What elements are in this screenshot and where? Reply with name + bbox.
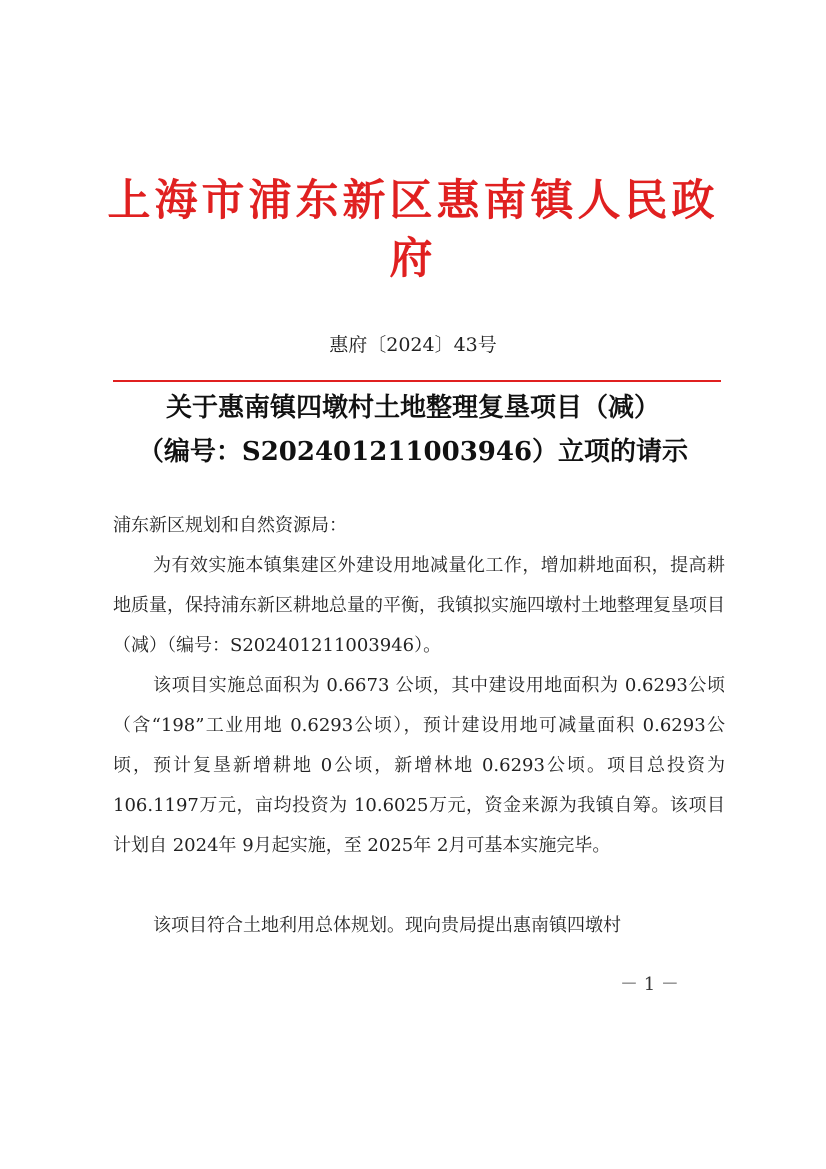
- body-paragraph: 为有效实施本镇集建区外建设用地减量化工作，增加耕地面积，提高耕地质量，保持浦东新区耕地总量的平衡，我镇拟实施四墩村土地整理复垦项目（减）（编号：S202401211003946）。: [113, 555, 725, 656]
- body-paragraph: 该项目符合土地利用总体规划。现向贵局提出惠南镇四墩村: [153, 915, 621, 936]
- page-number: － 1 －: [620, 974, 679, 995]
- addressee: 浦东新区规划和自然资源局：: [113, 515, 347, 536]
- issuing-authority-header: 上海市浦东新区惠南镇人民政府: [107, 176, 719, 284]
- body-paragraph: 该项目实施总面积为 0.6673 公顷，其中建设用地面积为 0.6293公顷（含“198”工业用地 0.6293公顷），预计建设用地可减量面积 0.6293公顷，预计复垦新增耕地 0公顷，新增林地 0.6293公顷。项目总投资为 106.1197万元，亩均投资为 10.6025万元，资金来源为我镇自筹。该项目计划自 2024年 9月起实施，至 2025年 2月可基本实施完毕。: [113, 675, 725, 856]
- red-separator-line: [113, 380, 721, 382]
- document-title-line-2: （编号：S202401211003946）立项的请示: [137, 437, 689, 467]
- document-title-line-1: 关于惠南镇四墩村土地整理复垦项目（减）: [165, 393, 660, 423]
- document-number: 惠府〔2024〕43号: [329, 334, 497, 356]
- document-title: [100, 386, 726, 474]
